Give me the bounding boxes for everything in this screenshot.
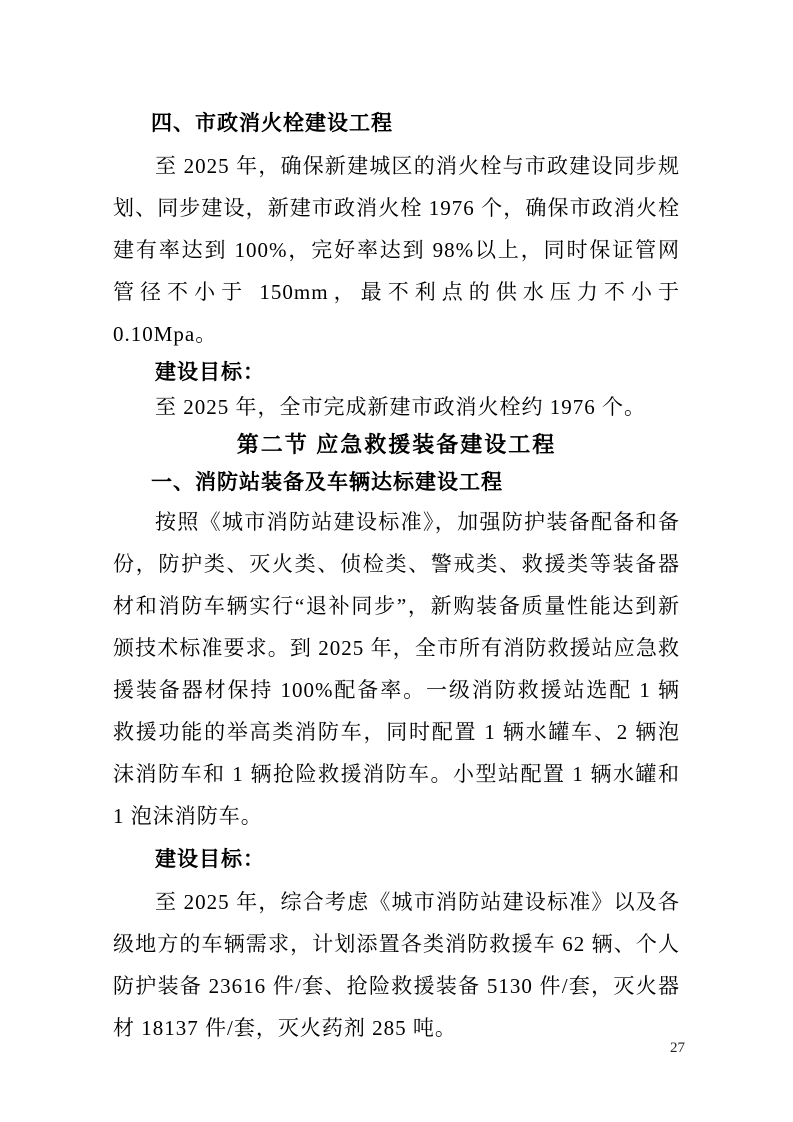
- section-title-emergency-equipment: 第二节 应急救援装备建设工程: [236, 432, 557, 457]
- heading-station-equipment-project: 一、消防站装备及车辆达标建设工程: [151, 471, 503, 494]
- subheading-construction-goal-2: 建设目标：: [155, 847, 265, 871]
- paragraph-goal-2: 至 2025 年，综合考虑《城市消防站建设标准》以及各级地方的车辆需求，计划添置各类消防救援车 62 辆、个人防护装备 23616 件/套、抢险救援装备 5130 件/套，灭火器材 18137 件/套，灭火药剂 285 吨。: [113, 890, 680, 1040]
- paragraph-hydrant-plan: 至 2025 年，确保新建城区的消火栓与市政建设同步规划、同步建设，新建市政消火栓 1976 个，确保市政消火栓建有率达到 100%，完好率达到 98%以上，同时保证管网管径不小于 150mm，最不利点的供水压力不小于 0.10Mpa。: [113, 154, 680, 346]
- subheading-construction-goal-1: 建设目标：: [155, 360, 265, 384]
- paragraph-goal-1: 至 2025 年，全市完成新建市政消火栓约 1976 个。: [155, 395, 646, 419]
- paragraph-equipment-plan: 按照《城市消防站建设标准》，加强防护装备配备和备份，防护类、灭火类、侦检类、警戒类、救援类等装备器材和消防车辆实行“退补同步”，新购装备质量性能达到新颁技术标准要求。到 2025 年，全市所有消防救援站应急救援装备器材保持 100%配备率。一级消防救援站选配 1 辆救援功能的举高类消防车，同时配置 1 辆水罐车、2 辆泡沫消防车和 1 辆抢险救援消防车。小型站配置 1 辆水罐和 1 泡沫消防车。: [113, 510, 680, 828]
- page-number: 27: [670, 1040, 685, 1056]
- heading-hydrant-project: 四、市政消火栓建设工程: [151, 112, 393, 135]
